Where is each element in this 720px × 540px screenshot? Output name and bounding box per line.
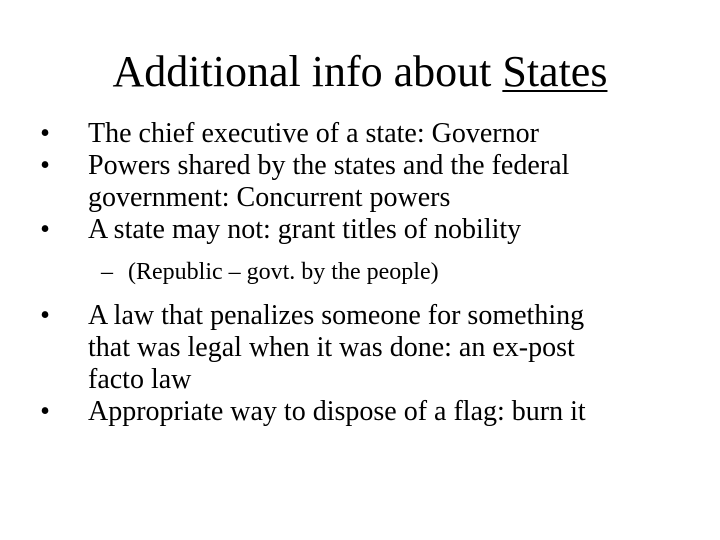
bullet-line: government: Concurrent powers <box>88 182 451 213</box>
bullet-marker: • <box>40 396 50 427</box>
slide-title-underlined-word: States <box>502 47 608 96</box>
bullet-line: that was legal when it was done: an ex-post <box>88 332 575 363</box>
bullet-item <box>30 396 690 428</box>
bullet-line: A state may not: grant titles of nobility <box>88 214 522 245</box>
bullet-item <box>30 214 690 246</box>
slide-body <box>30 118 690 428</box>
slide-title <box>0 44 720 100</box>
bullet-line: The chief executive of a state: Governor <box>88 118 539 149</box>
bullet-item <box>30 150 690 214</box>
bullet-line: Powers shared by the states and the federal <box>88 150 570 181</box>
bullet-marker: • <box>40 214 50 245</box>
sub-bullet-item <box>30 258 690 286</box>
bullet-item <box>30 300 690 396</box>
bullet-line: A law that penalizes someone for something <box>88 300 585 331</box>
bullet-item <box>30 118 690 150</box>
sub-bullet-text: (Republic – govt. by the people) <box>128 259 439 285</box>
sub-bullet-marker: – <box>101 259 113 285</box>
bullet-line: facto law <box>88 364 192 395</box>
bullet-marker: • <box>40 300 50 331</box>
slide-title-text: Additional info about <box>112 47 503 96</box>
bullet-marker: • <box>40 150 50 181</box>
bullet-line: Appropriate way to dispose of a flag: burn it <box>88 396 586 427</box>
bullet-marker: • <box>40 118 50 149</box>
